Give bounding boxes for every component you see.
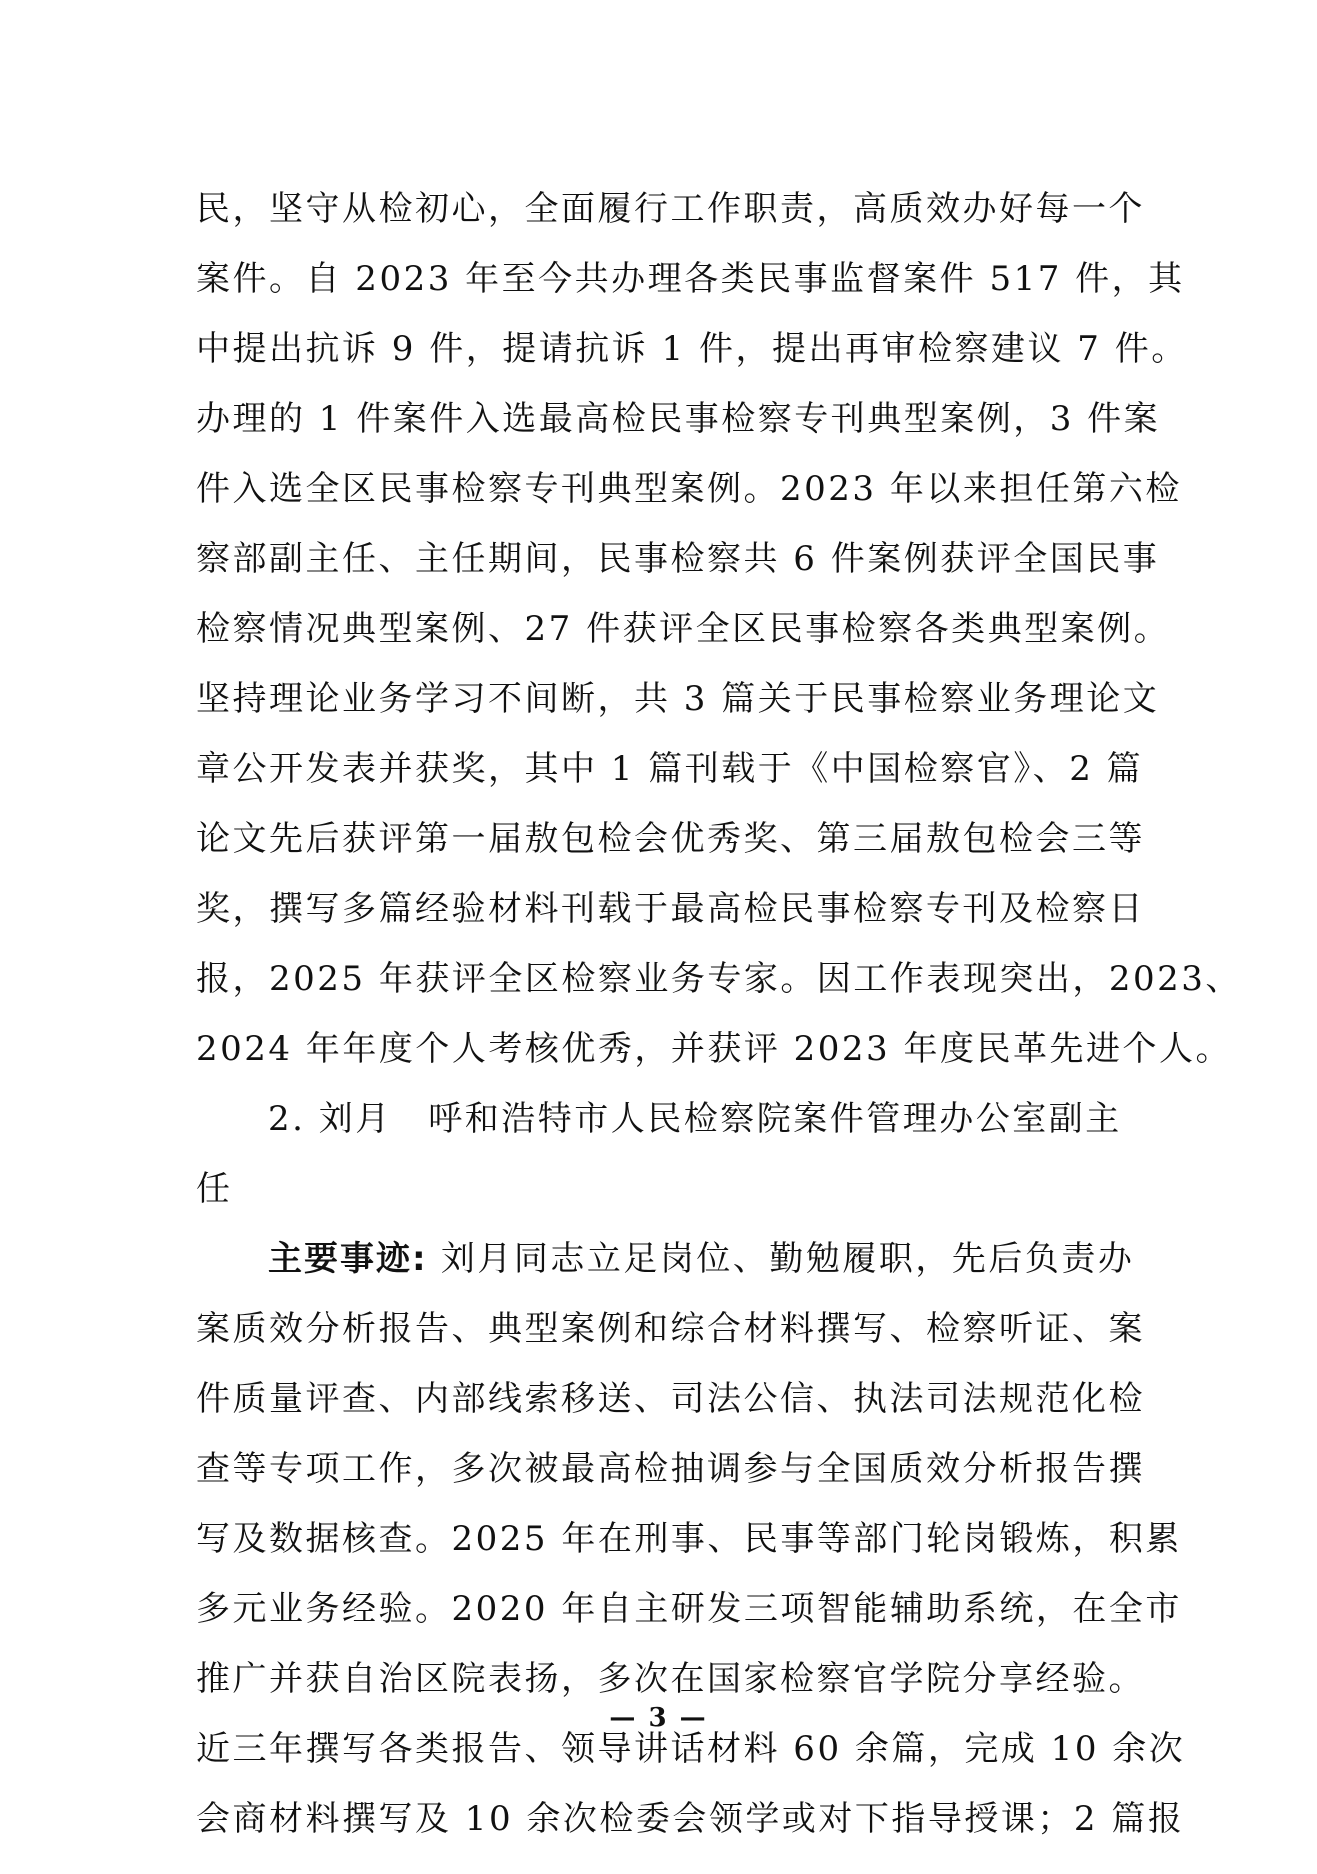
main-deeds-first-line <box>196 1224 1135 1294</box>
main-deeds-label: 主要事迹: <box>268 1239 428 1279</box>
text-line: 近三年撰写各类报告、领导讲话材料 60 余篇，完成 10 余次 <box>196 1729 1186 1769</box>
text-line: 民，坚守从检初心，全面履行工作职责，高质效办好每一个 <box>196 189 1145 229</box>
section-heading: 2. 刘月 呼和浩特市人民检察院案件管理办公室副主 <box>268 1099 1122 1139</box>
text-line: 推广并获自治区院表扬，多次在国家检察官学院分享经验。 <box>196 1659 1145 1699</box>
page-number: — 3 — <box>609 1703 708 1733</box>
text-line: 检察情况典型案例、27 件获评全区民事检察各类典型案例。 <box>196 609 1171 649</box>
text-line: 会商材料撰写及 10 余次检委会领学或对下指导授课；2 篇报 <box>196 1799 1185 1839</box>
text-line: 写及数据核查。2025 年在刑事、民事等部门轮岗锻炼，积累 <box>196 1519 1182 1559</box>
document-body <box>196 174 1242 1854</box>
text-line: 坚持理论业务学习不间断，共 3 篇关于民事检察业务理论文 <box>196 679 1160 719</box>
text-line: 查等专项工作，多次被最高检抽调参与全国质效分析报告撰 <box>196 1449 1145 1489</box>
text-line: 2024 年年度个人考核优秀，并获评 2023 年度民革先进个人。 <box>196 1029 1232 1069</box>
main-deeds-first-line-text: 刘月同志立足岗位、勤勉履职，先后负责办 <box>427 1239 1135 1279</box>
text-line: 办理的 1 件案件入选最高检民事检察专刊典型案例，3 件案 <box>196 399 1161 439</box>
text-line: 件质量评查、内部线索移送、司法公信、执法司法规范化检 <box>196 1379 1145 1419</box>
text-line: 多元业务经验。2020 年自主研发三项智能辅助系统，在全市 <box>196 1589 1182 1629</box>
text-line: 章公开发表并获奖，其中 1 篇刊载于《中国检察官》、2 篇 <box>196 749 1144 789</box>
text-line: 报，2025 年获评全区检察业务专家。因工作表现突出，2023、 <box>196 959 1242 999</box>
section-heading-continuation: 任 <box>196 1169 233 1209</box>
text-line: 奖，撰写多篇经验材料刊载于最高检民事检察专刊及检察日 <box>196 889 1145 929</box>
text-line: 察部副主任、主任期间，民事检察共 6 件案例获评全国民事 <box>196 539 1160 579</box>
text-line: 案质效分析报告、典型案例和综合材料撰写、检察听证、案 <box>196 1309 1145 1349</box>
text-line: 中提出抗诉 9 件，提请抗诉 1 件，提出再审检察建议 7 件。 <box>196 329 1188 369</box>
text-line: 案件。自 2023 年至今共办理各类民事监督案件 517 件，其 <box>196 259 1185 299</box>
text-line: 件入选全区民事检察专刊典型案例。2023 年以来担任第六检 <box>196 469 1182 509</box>
text-line: 论文先后获评第一届敖包检会优秀奖、第三届敖包检会三等 <box>196 819 1145 859</box>
